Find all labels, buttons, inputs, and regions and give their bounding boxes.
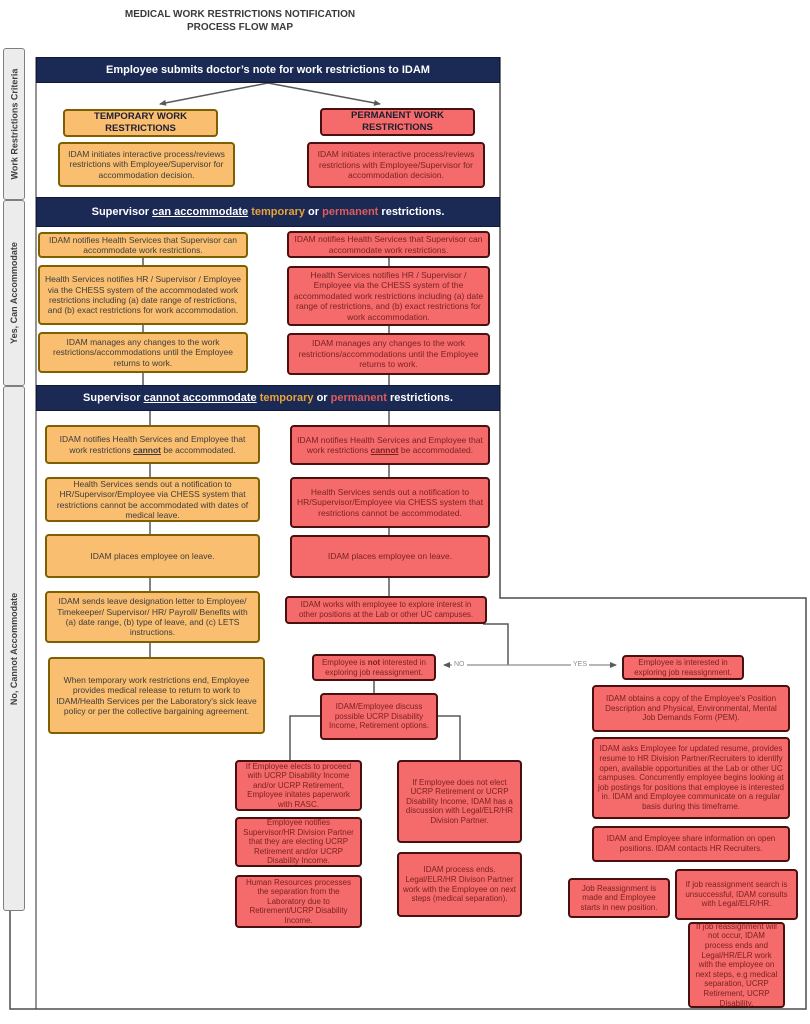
box-text: Employee is not interested in exploring job reassignment. bbox=[321, 657, 427, 677]
box-elects-ucrp bbox=[235, 760, 362, 811]
box-text: If Employee does not elect UCRP Retirement or UCRP Disability Income, IDAM has a discussion with Legal/ELR/HR Division Partner. bbox=[405, 777, 514, 825]
box-text: IDAM/Employee discuss possible UCRP Disability Income, Retirement options. bbox=[328, 702, 430, 731]
box-does-not-elect bbox=[397, 760, 522, 843]
no-label: NO bbox=[454, 661, 465, 668]
box-text: IDAM initiates interactive process/reviews restrictions with Employee/Supervisor for accommodation decision. bbox=[68, 148, 225, 180]
box-text: Health Services sends out a notification to HR/Supervisor/Employee via CHESS system that restrictions cannot be accommodated. bbox=[296, 486, 484, 518]
box-text: IDAM manages any changes to the work restrictions/accommodations until the Employee returns to work. bbox=[298, 338, 479, 370]
box-perm-idam-initiates bbox=[307, 142, 485, 188]
box-temp-medical-release bbox=[48, 657, 265, 734]
banner-employee-submits bbox=[36, 57, 500, 83]
box-text: Human Resources processes the separation from the Laboratory due to Retirement/UCRP Disability Income. bbox=[246, 877, 351, 925]
box-text: If job reassignment will not occur, IDAM process ends and Legal/HR/ELR work with the employee on next steps, e.g medical separation, UCRP Retirement, UCRP Disability. bbox=[695, 921, 778, 1008]
box-text: Employee notifies Supervisor/HR Division Partner that they are electing UCRP Retirement and/or UCRP Disability Income. bbox=[243, 818, 354, 866]
lane-label: Yes, Can Accommodate bbox=[9, 242, 20, 344]
box-text: IDAM initiates interactive process/reviews restrictions with Employee/Supervisor for accommodation decision. bbox=[317, 149, 475, 181]
banner-text: Employee submits doctor’s note for work restrictions to IDAM bbox=[106, 64, 430, 76]
box-temp-idam-initiates bbox=[58, 142, 235, 187]
box-text: TEMPORARY WORK RESTRICTIONS bbox=[94, 111, 187, 134]
box-text: IDAM places employee on leave. bbox=[327, 551, 453, 562]
lane-no-cannot-accommodate bbox=[3, 386, 25, 911]
arrow-to-temporary bbox=[160, 83, 268, 104]
yes-label: YES bbox=[573, 661, 588, 668]
box-text: IDAM sends leave designation letter to Employee/ Timekeeper/ Supervisor/ HR/ Payroll/ Benefits with (a) date range, (b) type of leave, and (c) LETS instructions. bbox=[57, 596, 248, 638]
connector-branch-right bbox=[438, 716, 460, 760]
page-title bbox=[90, 8, 390, 34]
box-search-unsuccessful bbox=[675, 869, 798, 920]
page-title-line1: MEDICAL WORK RESTRICTIONS NOTIFICATION bbox=[124, 9, 356, 20]
box-text: IDAM notifies Health Services and Employee that work restrictions cannot be accommodated. bbox=[297, 434, 483, 455]
box-text: IDAM places employee on leave. bbox=[90, 550, 215, 561]
box-text: IDAM manages any changes to the work restrictions/accommodations until the Employee returns to work. bbox=[53, 336, 233, 368]
box-temp-hs-notifies-chess bbox=[38, 265, 248, 325]
lane-label: Work Restrictions Criteria bbox=[9, 68, 19, 180]
banner-text: Supervisor cannot accommodate temporary or permanent restrictions. bbox=[83, 392, 453, 404]
box-not-interested bbox=[312, 654, 436, 681]
box-text: If Employee elects to proceed with UCRP Disability Income and/or UCRP Retirement, Employee initates paperwork with RASC. bbox=[245, 761, 352, 809]
box-hr-processes-separation bbox=[235, 875, 362, 928]
box-text: IDAM obtains a copy of the Employee's Position Description and Physical, Environmental, Mental Job Demands Form (PEM). bbox=[605, 694, 777, 723]
connector-branch-left bbox=[290, 716, 320, 760]
box-text: IDAM notifies Health Services and Employee that work restrictions cannot be accommodated. bbox=[59, 434, 246, 455]
box-idam-asks-resume bbox=[592, 737, 790, 819]
box-perm-idam-manages-changes bbox=[287, 333, 490, 375]
box-text: IDAM notifies Health Services that Supervisor can accommodate work restrictions. bbox=[294, 234, 483, 255]
box-perm-places-on-leave bbox=[290, 535, 490, 578]
lane-yes-can-accommodate bbox=[3, 200, 25, 386]
box-text: Employee is interested in exploring job reassignment. bbox=[634, 657, 732, 677]
box-notifies-electing bbox=[235, 817, 362, 867]
box-text: IDAM process ends. Legal/ELR/HR Divison Partner work with the Employee on next steps (medical separation). bbox=[403, 865, 516, 904]
banner-cannot-accommodate bbox=[36, 385, 500, 411]
box-interested bbox=[622, 655, 744, 680]
connector-junction bbox=[483, 624, 508, 665]
box-idam-process-ends bbox=[397, 852, 522, 917]
box-text: Health Services sends out a notification to HR/Supervisor/Employee via CHESS system that restrictions cannot be accommodated with dates of medical leave. bbox=[56, 478, 249, 520]
box-idam-obtains-pem bbox=[592, 685, 790, 732]
box-text: Job Reassignment is made and Employee starts in new position. bbox=[580, 883, 658, 912]
box-text: IDAM and Employee share information on open positions. IDAM contacts HR Recruiters. bbox=[606, 834, 776, 853]
lane-work-restrictions-criteria bbox=[3, 48, 25, 200]
box-text: If job reassignment search is unsuccessful, IDAM consults with Legal/ELR/HR. bbox=[685, 880, 788, 909]
box-text: When temporary work restrictions end, Employee provides medical release to return to work to IDAM/Health Services per the Laboratory's sick leave policy or per the collective bargaining agreement. bbox=[56, 674, 257, 716]
box-text: PERMANENT WORK RESTRICTIONS bbox=[351, 110, 444, 133]
box-text: Health Services notifies HR / Supervisor / Employee via the CHESS system of the accommodated work restrictions including (a) date range of restrictions, and (b) exact restrictions for work accommodation. bbox=[293, 270, 484, 322]
box-perm-idam-notifies-hs bbox=[287, 231, 490, 258]
box-text: IDAM works with employee to explore interest in other positions at the Lab or other UC campuses. bbox=[298, 600, 474, 619]
box-temporary-work-restrictions bbox=[63, 109, 218, 137]
box-perm-cannot-notifies bbox=[290, 425, 490, 465]
arrow-to-permanent bbox=[268, 83, 380, 104]
box-text: Health Services notifies HR / Supervisor / Employee via the CHESS system of the accommodated work restrictions including (a) date range of restrictions, and (b) exact restrictions for work accommodation. bbox=[44, 274, 242, 316]
box-text: IDAM notifies Health Services that Supervisor can accommodate work restrictions. bbox=[48, 234, 238, 255]
box-perm-hs-notifies-chess bbox=[287, 266, 490, 326]
box-perm-explore-positions bbox=[285, 596, 487, 624]
box-temp-cannot-notifies bbox=[45, 425, 260, 464]
banner-can-accommodate bbox=[36, 197, 500, 227]
box-temp-places-on-leave bbox=[45, 534, 260, 578]
lane-label: No, Cannot Accommodate bbox=[9, 592, 19, 705]
box-discuss-ucrp-options bbox=[320, 693, 438, 740]
box-reassignment-made bbox=[568, 878, 670, 918]
box-temp-hs-sends-notification bbox=[45, 477, 260, 522]
box-temp-idam-notifies-hs bbox=[38, 232, 248, 258]
box-temp-leave-designation-letter bbox=[45, 591, 260, 643]
box-text: IDAM asks Employee for updated resume, provides resume to HR Division Partner/Recruiters to identify open, available opportunities at the Lab or other UC campuses. Concurrently employee begins looking at job postings for positions that employee is interested in. IDAM and Employee communicate on a regular basis during this timeframe. bbox=[598, 744, 784, 811]
box-perm-hs-sends-notification bbox=[290, 477, 490, 528]
banner-text: Supervisor can accommodate temporary or permanent restrictions. bbox=[91, 206, 445, 218]
box-share-open-positions bbox=[592, 826, 790, 862]
box-temp-idam-manages-changes bbox=[38, 332, 248, 373]
page-title-line2: PROCESS FLOW MAP bbox=[186, 22, 294, 33]
box-permanent-work-restrictions bbox=[320, 108, 475, 136]
box-reassignment-not-occur bbox=[688, 922, 785, 1008]
